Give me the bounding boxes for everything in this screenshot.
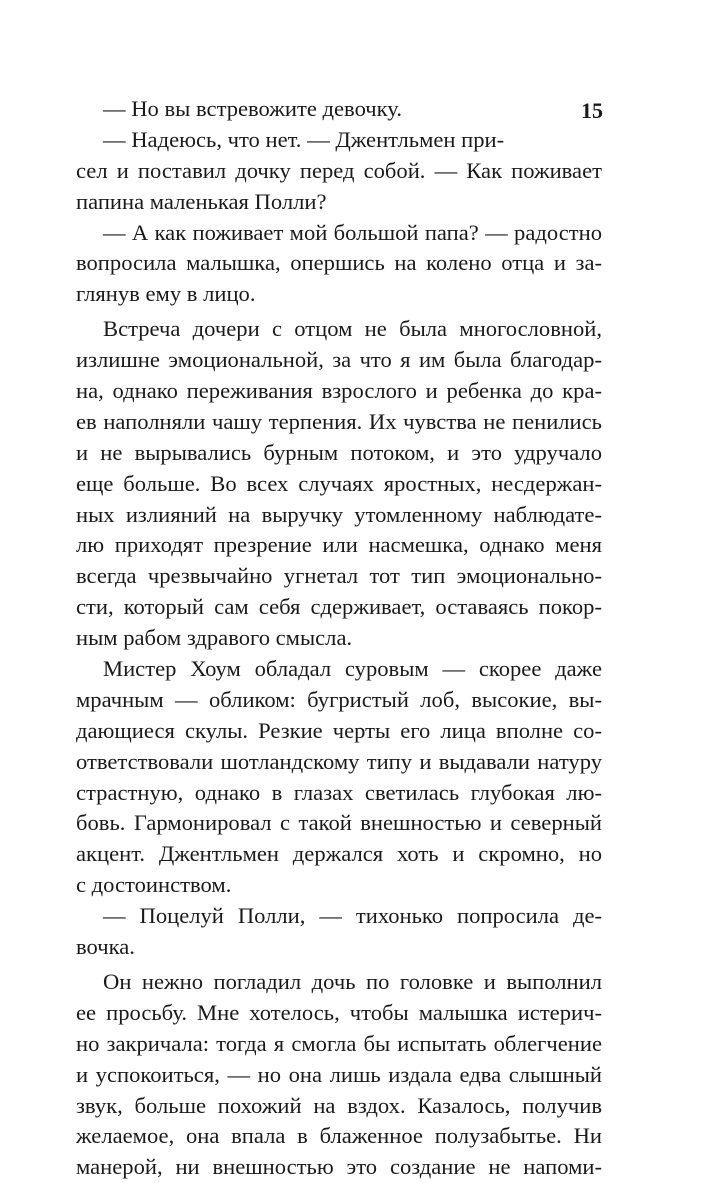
text-line: на, однако переживания взрослого и ребенка до кра- xyxy=(76,378,602,404)
text-line: папина маленькая Полли? xyxy=(76,188,327,214)
text-line: еще больше. Во всех случаях яростных, несдержан- xyxy=(76,470,602,496)
text-line: Встреча дочери с отцом не была многословной, xyxy=(103,316,602,342)
text-line: Он нежно погладил дочь по головке и выполнил xyxy=(103,968,602,994)
text-line: бовь. Гармонировал с такой внешностью и северный xyxy=(76,810,602,836)
text-line: излишне эмоциональной, за что я им была благодар- xyxy=(76,347,602,373)
text-line: сти, который сам себя сдерживает, оставаясь покор- xyxy=(76,594,602,620)
text-line: глянув ему в лицо. xyxy=(76,281,256,307)
text-line: ответствовали шотландскому типу и выдавали натуру xyxy=(76,748,602,774)
text-line: страстную, однако в глазах светилась глубокая лю- xyxy=(76,779,602,805)
text-line: ев наполняли чашу терпения. Их чувства не пенились xyxy=(76,408,602,434)
text-line: — Надеюсь, что нет. — Джентльмен при- xyxy=(103,126,505,152)
text-line: ных излияний на выручку утомленному наблюдате- xyxy=(76,501,602,527)
text-line: звук, больше похожий на вздох. Казалось, получив xyxy=(76,1092,602,1118)
paragraph xyxy=(76,654,602,901)
text-line: Мистер Хоум обладал суровым — скорее даже xyxy=(103,656,602,682)
paragraph xyxy=(76,314,602,654)
text-line: с достоинством. xyxy=(76,872,232,898)
text-line: и успокоиться, — но она лишь издала едва слышный xyxy=(76,1061,602,1087)
text-line: вопросила малышка, опершись на колено отца и за- xyxy=(76,250,602,276)
text-line: и не вырывались бурным потоком, и это удручало xyxy=(76,439,602,465)
text-line: но закричала: тогда я смогла бы испытать облегчение xyxy=(76,1030,602,1056)
page-number: 15 xyxy=(581,98,603,123)
text-line: мрачным — обликом: бугристый лоб, высокие, вы- xyxy=(76,686,602,712)
paragraph xyxy=(76,94,602,125)
text-line: ным рабом здравого смысла. xyxy=(76,625,353,651)
paragraph xyxy=(76,901,602,963)
text-line: дающиеся скулы. Резкие черты его лица вполне со- xyxy=(76,717,602,743)
text-line: сел и поставил дочку перед собой. — Как поживает xyxy=(76,157,602,183)
text-line: лю приходят презрение или насмешка, однако меня xyxy=(76,532,602,558)
text-line: — А как поживает мой большой папа? — радостно xyxy=(103,219,602,245)
text-line: вочка. xyxy=(76,934,135,960)
paragraph xyxy=(76,218,602,311)
text-line: — Поцелуй Полли, — тихонько попросила де- xyxy=(103,903,602,929)
body-text xyxy=(76,94,602,1183)
paragraph xyxy=(76,125,602,218)
text-line: желаемое, она впала в блаженное полузабытье. Ни xyxy=(76,1123,602,1149)
text-line: — Но вы встревожите девочку. xyxy=(103,96,402,121)
text-line: манерой, ни внешностью это создание не напоми- xyxy=(76,1154,602,1180)
text-line: всегда чрезвычайно угнетал тот тип эмоционально- xyxy=(76,563,602,589)
text-line: акцент. Джентльмен держался хоть и скромно, но xyxy=(76,841,602,867)
paragraph xyxy=(76,967,602,1183)
text-line: ее просьбу. Мне хотелось, чтобы малышка истерич- xyxy=(76,999,602,1025)
